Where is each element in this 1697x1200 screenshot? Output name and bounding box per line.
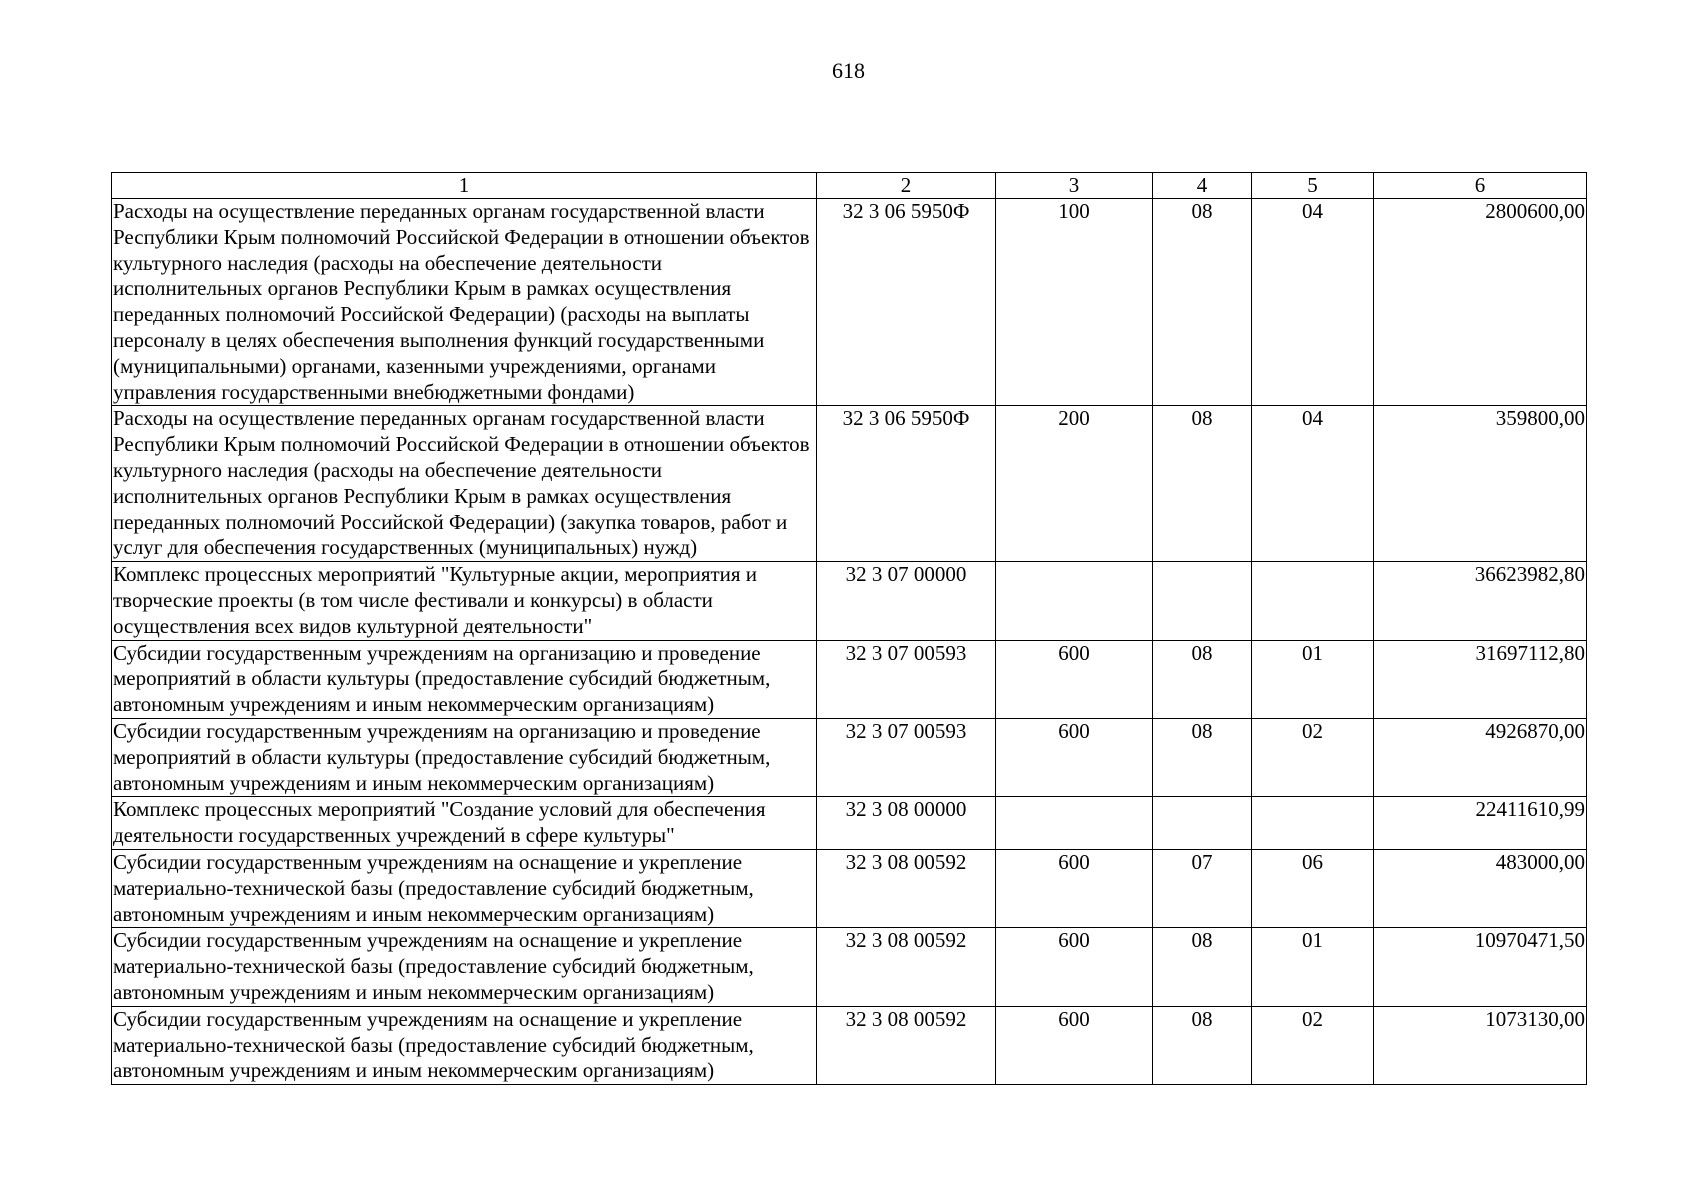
header-col-4: 4 — [1153, 173, 1252, 199]
row-section: 08 — [1153, 199, 1252, 406]
table-row — [112, 928, 1587, 1006]
row-section: 08 — [1153, 406, 1252, 562]
row-subsection: 01 — [1252, 928, 1374, 1006]
row-name: Расходы на осуществление переданных органам государственной власти Республики Крым полномочий Российской Федерации в отношении объектов культурного наследия (расходы на обеспечение деятельности исполнительных органов Республики Крым в рамках осуществления переданных полномочий Российской Федерации) (расходы на выплаты персоналу в целях обеспечения выполнения функций государственными (муниципальными) органами, казенными учреждениями, органами управления государственными внебюджетными фондами) — [112, 199, 817, 406]
row-subsection: 02 — [1252, 718, 1374, 796]
row-expense-type — [996, 797, 1153, 850]
row-subsection — [1252, 562, 1374, 640]
row-sum: 4926870,00 — [1374, 718, 1587, 796]
row-expense-type: 600 — [996, 928, 1153, 1006]
header-col-3: 3 — [996, 173, 1153, 199]
row-expense-type: 600 — [996, 718, 1153, 796]
row-subsection: 04 — [1252, 406, 1374, 562]
row-section — [1153, 562, 1252, 640]
row-expense-type — [996, 562, 1153, 640]
row-code: 32 3 08 00592 — [817, 928, 996, 1006]
row-name: Расходы на осуществление переданных органам государственной власти Республики Крым полномочий Российской Федерации в отношении объектов культурного наследия (расходы на обеспечение деятельности исполнительных органов Республики Крым в рамках осуществления переданных полномочий Российской Федерации) (закупка товаров, работ и услуг для обеспечения государственных (муниципальных) нужд) — [112, 406, 817, 562]
row-name: Комплекс процессных мероприятий "Культурные акции, мероприятия и творческие проекты (в том числе фестивали и конкурсы) в области осуществления всех видов культурной деятельности" — [112, 562, 817, 640]
row-code: 32 3 08 00000 — [817, 797, 996, 850]
row-sum: 36623982,80 — [1374, 562, 1587, 640]
header-col-5: 5 — [1252, 173, 1374, 199]
row-name: Субсидии государственным учреждениям на оснащение и укрепление материально-технической базы (предоставление субсидий бюджетным, автономным учреждениям и иным некоммерческим организациям) — [112, 1006, 817, 1084]
row-name: Комплекс процессных мероприятий "Создание условий для обеспечения деятельности государственных учреждений в сфере культуры" — [112, 797, 817, 850]
row-subsection — [1252, 797, 1374, 850]
row-code: 32 3 08 00592 — [817, 1006, 996, 1084]
table-row — [112, 640, 1587, 718]
row-sum: 1073130,00 — [1374, 1006, 1587, 1084]
row-sum: 359800,00 — [1374, 406, 1587, 562]
page-number: 618 — [832, 58, 865, 83]
table-row — [112, 1006, 1587, 1084]
table-header-row — [112, 173, 1587, 199]
row-section: 08 — [1153, 928, 1252, 1006]
row-name: Субсидии государственным учреждениям на оснащение и укрепление материально-технической базы (предоставление субсидий бюджетным, автономным учреждениям и иным некоммерческим организациям) — [112, 849, 817, 927]
row-sum: 10970471,50 — [1374, 928, 1587, 1006]
row-subsection: 01 — [1252, 640, 1374, 718]
row-code: 32 3 07 00000 — [817, 562, 996, 640]
row-sum: 2800600,00 — [1374, 199, 1587, 406]
header-col-2: 2 — [817, 173, 996, 199]
row-name: Субсидии государственным учреждениям на организацию и проведение мероприятий в области культуры (предоставление субсидий бюджетным, автономным учреждениям и иным некоммерческим организациям) — [112, 640, 817, 718]
row-code: 32 3 06 5950Ф — [817, 406, 996, 562]
row-expense-type: 600 — [996, 1006, 1153, 1084]
table-row — [112, 849, 1587, 927]
row-expense-type: 200 — [996, 406, 1153, 562]
row-subsection: 06 — [1252, 849, 1374, 927]
row-code: 32 3 08 00592 — [817, 849, 996, 927]
row-subsection: 04 — [1252, 199, 1374, 406]
row-expense-type: 600 — [996, 640, 1153, 718]
row-sum: 22411610,99 — [1374, 797, 1587, 850]
row-code: 32 3 07 00593 — [817, 640, 996, 718]
table-row — [112, 562, 1587, 640]
row-section — [1153, 797, 1252, 850]
row-code: 32 3 07 00593 — [817, 718, 996, 796]
budget-table — [111, 172, 1587, 1085]
row-expense-type: 600 — [996, 849, 1153, 927]
row-section: 07 — [1153, 849, 1252, 927]
row-section: 08 — [1153, 1006, 1252, 1084]
table-row — [112, 718, 1587, 796]
row-code: 32 3 06 5950Ф — [817, 199, 996, 406]
header-col-6: 6 — [1374, 173, 1587, 199]
row-section: 08 — [1153, 718, 1252, 796]
table-row — [112, 199, 1587, 406]
row-subsection: 02 — [1252, 1006, 1374, 1084]
row-sum: 31697112,80 — [1374, 640, 1587, 718]
row-expense-type: 100 — [996, 199, 1153, 406]
row-section: 08 — [1153, 640, 1252, 718]
row-name: Субсидии государственным учреждениям на организацию и проведение мероприятий в области культуры (предоставление субсидий бюджетным, автономным учреждениям и иным некоммерческим организациям) — [112, 718, 817, 796]
row-sum: 483000,00 — [1374, 849, 1587, 927]
header-col-1: 1 — [112, 173, 817, 199]
table-row — [112, 406, 1587, 562]
row-name: Субсидии государственным учреждениям на оснащение и укрепление материально-технической базы (предоставление субсидий бюджетным, автономным учреждениям и иным некоммерческим организациям) — [112, 928, 817, 1006]
table-row — [112, 797, 1587, 850]
